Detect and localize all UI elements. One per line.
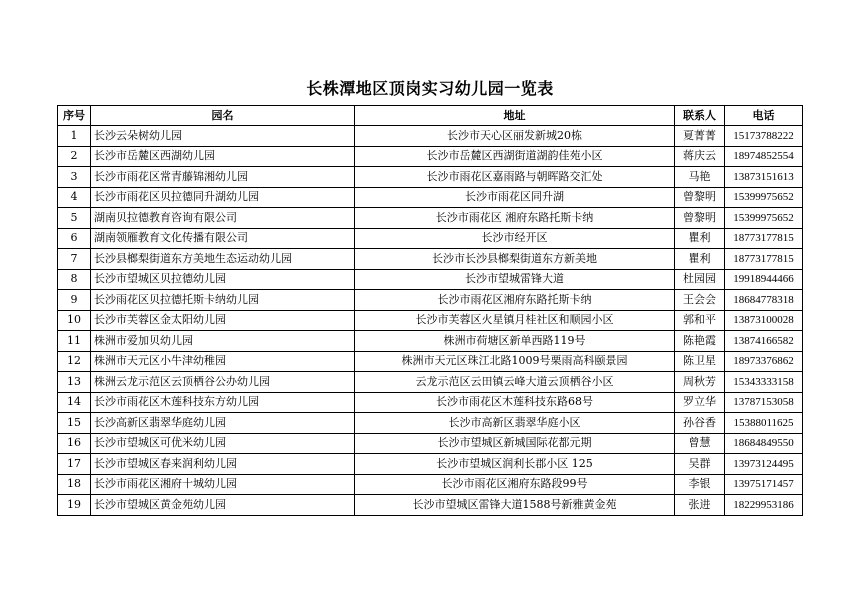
kindergarten-name: 株洲云龙示范区云顶栖谷公办幼儿园 (91, 372, 355, 393)
phone-number: 13787153058 (725, 392, 803, 413)
row-number: 4 (58, 187, 91, 208)
kindergarten-address: 长沙市天心区丽发新城20栋 (355, 126, 675, 147)
contact-person: 曾黎明 (675, 187, 725, 208)
kindergarten-name: 湖南贝拉德教育咨询有限公司 (91, 208, 355, 229)
kindergarten-address: 长沙市岳麓区西湖街道湖韵佳苑小区 (355, 146, 675, 167)
header-name: 园名 (91, 106, 355, 126)
kindergarten-name: 长沙云朵树幼儿园 (91, 126, 355, 147)
kindergarten-address: 长沙市雨花区同升湖 (355, 187, 675, 208)
table-row (58, 228, 803, 249)
contact-person: 瞿利 (675, 249, 725, 270)
table-header-row (58, 106, 803, 126)
kindergarten-name: 长沙雨花区贝拉德托斯卡纳幼儿园 (91, 290, 355, 311)
row-number: 5 (58, 208, 91, 229)
kindergarten-address: 长沙市芙蓉区火星镇月桂社区和顺园小区 (355, 310, 675, 331)
kindergarten-address: 长沙市雨花区 湘府东路托斯卡纳 (355, 208, 675, 229)
kindergarten-table (57, 105, 803, 516)
row-number: 13 (58, 372, 91, 393)
kindergarten-address: 长沙市望城区润利长郡小区 125 (355, 454, 675, 475)
phone-number: 15388011625 (725, 413, 803, 434)
row-number: 8 (58, 269, 91, 290)
table-row (58, 310, 803, 331)
contact-person: 马艳 (675, 167, 725, 188)
row-number: 6 (58, 228, 91, 249)
phone-number: 13975171457 (725, 474, 803, 495)
kindergarten-name: 长沙市望城区贝拉德幼儿园 (91, 269, 355, 290)
phone-number: 18773177815 (725, 228, 803, 249)
kindergarten-address: 株洲市荷塘区新单西路119号 (355, 331, 675, 352)
phone-number: 13874166582 (725, 331, 803, 352)
table-row (58, 208, 803, 229)
phone-number: 13873151613 (725, 167, 803, 188)
row-number: 3 (58, 167, 91, 188)
table-row (58, 392, 803, 413)
row-number: 14 (58, 392, 91, 413)
contact-person: 罗立华 (675, 392, 725, 413)
row-number: 17 (58, 454, 91, 475)
contact-person: 陈卫星 (675, 351, 725, 372)
table-row (58, 413, 803, 434)
kindergarten-name: 湖南领雁教育文化传播有限公司 (91, 228, 355, 249)
kindergarten-name: 长沙市雨花区湘府十城幼儿园 (91, 474, 355, 495)
row-number: 7 (58, 249, 91, 270)
kindergarten-name: 长沙市芙蓉区金太阳幼儿园 (91, 310, 355, 331)
row-number: 16 (58, 433, 91, 454)
row-number: 15 (58, 413, 91, 434)
kindergarten-address: 株洲市天元区珠江北路1009号栗雨高科颐景园 (355, 351, 675, 372)
kindergarten-address: 长沙市望城区雷锋大道1588号新雅黄金苑 (355, 495, 675, 516)
table-row (58, 433, 803, 454)
row-number: 19 (58, 495, 91, 516)
kindergarten-address: 长沙市长沙县榔梨街道东方新美地 (355, 249, 675, 270)
kindergarten-address: 长沙市雨花区嘉雨路与朝晖路交汇处 (355, 167, 675, 188)
kindergarten-address: 长沙市雨花区湘府东路段99号 (355, 474, 675, 495)
phone-number: 13873100028 (725, 310, 803, 331)
table-row (58, 495, 803, 516)
kindergarten-name: 长沙市雨花区常青藤锦湘幼儿园 (91, 167, 355, 188)
kindergarten-address: 长沙市经开区 (355, 228, 675, 249)
kindergarten-address: 长沙市雨花区木莲科技东路68号 (355, 392, 675, 413)
table-row (58, 454, 803, 475)
header-phone: 电话 (725, 106, 803, 126)
contact-person: 夏菁菁 (675, 126, 725, 147)
contact-person: 郭和平 (675, 310, 725, 331)
phone-number: 18773177815 (725, 249, 803, 270)
kindergarten-address: 云龙示范区云田镇云峰大道云顶栖谷小区 (355, 372, 675, 393)
contact-person: 吴群 (675, 454, 725, 475)
row-number: 18 (58, 474, 91, 495)
table-row (58, 290, 803, 311)
row-number: 10 (58, 310, 91, 331)
row-number: 1 (58, 126, 91, 147)
kindergarten-name: 长沙市望城区可优米幼儿园 (91, 433, 355, 454)
kindergarten-name: 长沙高新区翡翠华庭幼儿园 (91, 413, 355, 434)
row-number: 12 (58, 351, 91, 372)
kindergarten-address: 长沙市望城雷锋大道 (355, 269, 675, 290)
table-row (58, 269, 803, 290)
table-row (58, 146, 803, 167)
table-row (58, 474, 803, 495)
contact-person: 蒋庆云 (675, 146, 725, 167)
header-address: 地址 (355, 106, 675, 126)
kindergarten-name: 株洲市天元区小牛津幼稚园 (91, 351, 355, 372)
header-no: 序号 (58, 106, 91, 126)
row-number: 11 (58, 331, 91, 352)
contact-person: 陈艳霞 (675, 331, 725, 352)
row-number: 2 (58, 146, 91, 167)
kindergarten-name: 长沙市望城区黄金苑幼儿园 (91, 495, 355, 516)
contact-person: 张进 (675, 495, 725, 516)
contact-person: 李银 (675, 474, 725, 495)
phone-number: 18973376862 (725, 351, 803, 372)
contact-person: 曾黎明 (675, 208, 725, 229)
phone-number: 15343333158 (725, 372, 803, 393)
contact-person: 瞿利 (675, 228, 725, 249)
kindergarten-name: 长沙市雨花区木莲科技东方幼儿园 (91, 392, 355, 413)
kindergarten-address: 长沙市望城区新城国际花都元期 (355, 433, 675, 454)
kindergarten-address: 长沙市高新区翡翠华庭小区 (355, 413, 675, 434)
kindergarten-name: 长沙市岳麓区西湖幼儿园 (91, 146, 355, 167)
contact-person: 孙谷香 (675, 413, 725, 434)
table-row (58, 331, 803, 352)
phone-number: 18684849550 (725, 433, 803, 454)
header-contact: 联系人 (675, 106, 725, 126)
table-row (58, 351, 803, 372)
table-row (58, 187, 803, 208)
document-title: 长株潭地区顶岗实习幼儿园一览表 (306, 79, 554, 98)
table-body (58, 126, 803, 516)
table-row (58, 372, 803, 393)
table-row (58, 167, 803, 188)
phone-number: 15399975652 (725, 187, 803, 208)
kindergarten-name: 长沙县榔梨街道东方美地生态运动幼儿园 (91, 249, 355, 270)
table-row (58, 249, 803, 270)
kindergarten-name: 长沙市雨花区贝拉德同升湖幼儿园 (91, 187, 355, 208)
table-row (58, 126, 803, 147)
contact-person: 王会会 (675, 290, 725, 311)
phone-number: 13973124495 (725, 454, 803, 475)
kindergarten-name: 长沙市望城区春来润利幼儿园 (91, 454, 355, 475)
contact-person: 周秋芳 (675, 372, 725, 393)
phone-number: 18229953186 (725, 495, 803, 516)
phone-number: 15399975652 (725, 208, 803, 229)
row-number: 9 (58, 290, 91, 311)
phone-number: 15173788222 (725, 126, 803, 147)
phone-number: 18974852554 (725, 146, 803, 167)
phone-number: 19918944466 (725, 269, 803, 290)
kindergarten-address: 长沙市雨花区湘府东路托斯卡纳 (355, 290, 675, 311)
contact-person: 曾慧 (675, 433, 725, 454)
kindergarten-name: 株洲市爱加贝幼儿园 (91, 331, 355, 352)
phone-number: 18684778318 (725, 290, 803, 311)
contact-person: 杜园园 (675, 269, 725, 290)
